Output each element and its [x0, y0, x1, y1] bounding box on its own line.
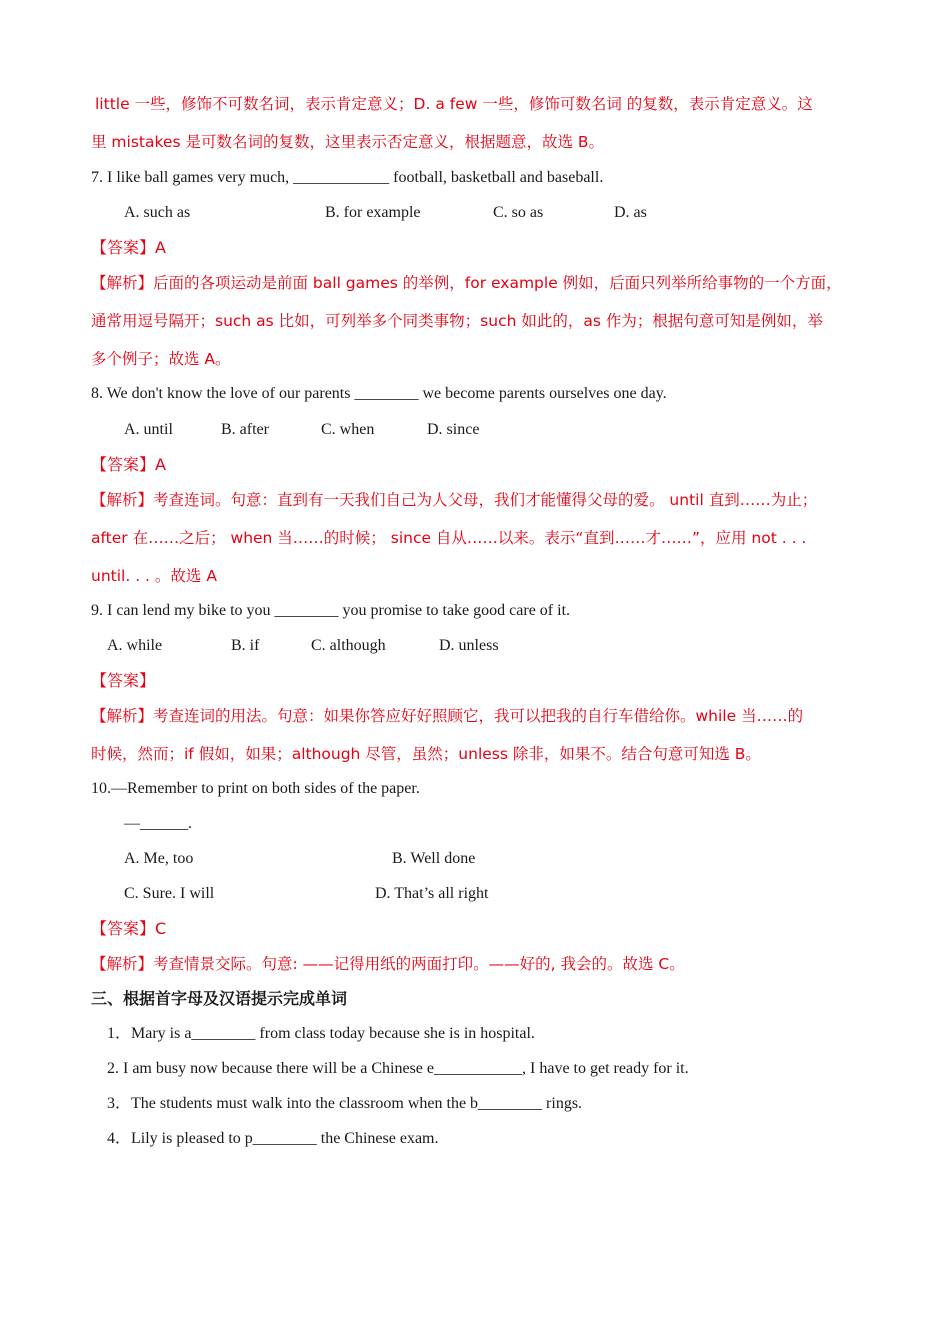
question-9: 9. I can lend my bike to you ________ you promise to take good care of it. [91, 602, 571, 619]
option-c: C. Sure. I will [124, 885, 215, 902]
explanation-line: 【解析】考查连词的用法。句意：如果你答应好好照顾它，我可以把我的自行车借给你。while 当……的 [91, 707, 804, 725]
option-d: D. unless [439, 637, 499, 654]
fill-in-item: 4．Lily is pleased to p________ the Chinese exam. [107, 1130, 439, 1147]
answer-label: 【答案】A [91, 238, 166, 257]
dialogue-reply: —______. [124, 815, 192, 832]
explanation-line: until. . . 。故选 A [91, 567, 217, 585]
option-a: A. Me, too [124, 850, 194, 867]
option-b: B. if [231, 637, 260, 654]
option-b: B. for example [325, 204, 421, 221]
explanation-line: 通常用逗号隔开；such as 比如，可列举多个同类事物；such 如此的，as 作为；根据句意可知是例如，举 [91, 312, 823, 330]
fill-in-item: 3．The students must walk into the classroom when the b________ rings. [107, 1095, 583, 1112]
explanation-line: 【解析】考查连词。句意：直到有一天我们自己为人父母，我们才能懂得父母的爱。 until 直到……为止； [91, 491, 818, 509]
explanation-line: 【解析】考查情景交际。句意: ——记得用纸的两面打印。——好的, 我会的。故选 C。 [91, 955, 685, 973]
explanation-line: after 在……之后； when 当……的时候； since 自从……以来。表示“直到……才……”，应用 not . . . [91, 529, 807, 547]
option-a: A. while [107, 637, 163, 654]
option-a: A. such as [124, 204, 191, 221]
fill-in-item: 2. I am busy now because there will be a Chinese e___________, I have to get ready for it. [107, 1060, 689, 1077]
option-d: D. That’s all right [375, 885, 489, 902]
question-10: 10.—Remember to print on both sides of the paper. [91, 780, 420, 797]
answer-label: 【答案】A [91, 455, 166, 474]
option-c: C. when [321, 421, 375, 438]
explanation-line: 【解析】后面的各项运动是前面 ball games 的举例，for example 例如，后面只列举所给事物的一个方面， [91, 274, 842, 292]
option-c: C. although [311, 637, 386, 654]
option-b: B. after [221, 421, 269, 438]
answer-label: 【答案】C [91, 919, 167, 938]
explanation-line: 时候，然而；if 假如，如果；although 尽管，虽然；unless 除非，如果不。结合句意可知选 B。 [91, 745, 761, 763]
option-d: D. as [614, 204, 647, 221]
explanation-line: 里 mistakes 是可数名词的复数，这里表示否定意义，根据题意，故选 B。 [91, 133, 605, 151]
question-7: 7. I like ball games very much, ____________ football, basketball and baseball. [91, 169, 604, 186]
fill-in-item: 1．Mary is a________ from class today because she is in hospital. [107, 1025, 535, 1042]
explanation-line: little 一些，修饰不可数名词，表示肯定意义；D. a few 一些，修饰可数名词 的复数，表示肯定意义。这 [95, 95, 813, 113]
question-8: 8. We don't know the love of our parents ________ we become parents ourselves one day. [91, 385, 667, 402]
explanation-line: 多个例子；故选 A。 [91, 350, 231, 368]
option-c: C. so as [493, 204, 544, 221]
option-d: D. since [427, 421, 480, 438]
option-b: B. Well done [392, 850, 476, 867]
option-a: A. until [124, 421, 173, 438]
section-heading: 三、根据首字母及汉语提示完成单词 [91, 989, 348, 1008]
answer-label: 【答案】 [91, 671, 156, 690]
